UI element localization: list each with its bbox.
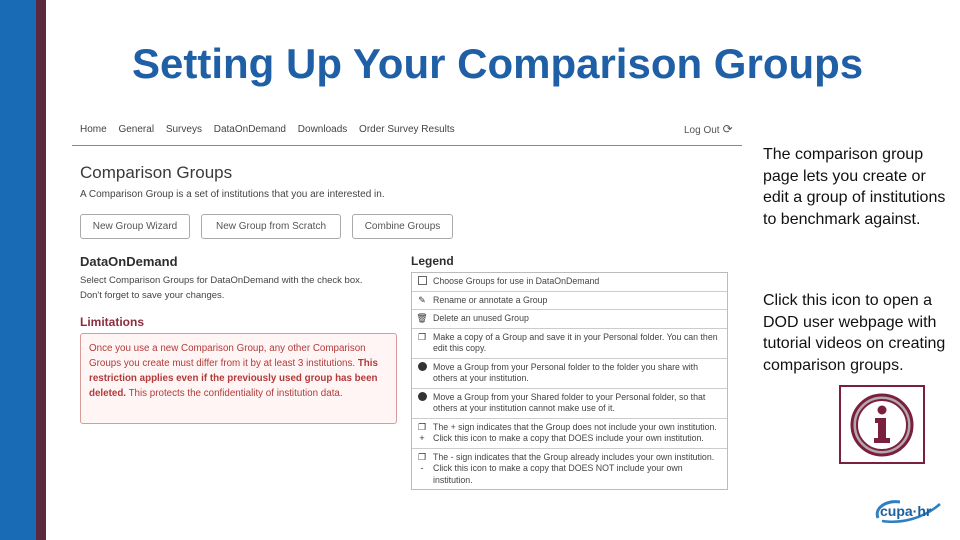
trash-icon: 🗑 [416, 313, 428, 323]
side-description: The comparison group page lets you create or edit a group of institutions to benchmark against. [763, 146, 946, 228]
limitations-text-bold: This restriction applies even if the previously used group has been deleted. [89, 358, 378, 399]
legend-row-text: Choose Groups for use in DataOnDemand [433, 276, 600, 286]
nav-item-dataondemand[interactable]: DataOnDemand [213, 124, 286, 135]
checkbox-icon [412, 273, 432, 291]
new-group-wizard-button[interactable]: New Group Wizard [80, 214, 190, 239]
logout-label: Log Out [684, 125, 720, 136]
legend-heading: Legend [411, 254, 454, 268]
copy-icon: ❐ [417, 331, 427, 342]
comparison-groups-intro: A Comparison Group is a set of institutions that you are interested in. [80, 189, 385, 200]
side-tutorial-note: Click this icon to open a DOD user webpage with tutorial videos on creating comparison groups. [763, 292, 946, 374]
legend-row-text: The - sign indicates that the Group already includes your own institution. Click this icon to make a copy that DOES NOT include your own institution. [433, 451, 715, 485]
logout-arrow-icon: ⟳ [722, 122, 733, 136]
legend-row [412, 292, 727, 311]
legend-row-text: Rename or annotate a Group [433, 294, 548, 305]
legend-row [412, 359, 727, 389]
nav-item-home[interactable]: Home [80, 124, 107, 135]
legend-row-text: Move a Group from your Shared folder to your Personal folder, so that others at your institution cannot make use of it. [433, 391, 706, 413]
cupa-hr-logo [872, 496, 944, 526]
legend-table [411, 272, 728, 490]
dataondemand-save-reminder: Don't forget to save your changes. [80, 290, 225, 301]
limitations-text-part2: This protects the confidentiality of institution data. [126, 388, 343, 399]
combine-groups-button[interactable]: Combine Groups [352, 214, 453, 239]
move-shared-icon [412, 359, 432, 388]
minus-sign: - [420, 462, 424, 473]
legend-row [412, 329, 727, 359]
svg-text:cupa·hr: cupa·hr [880, 503, 932, 519]
nav-item-order-survey-results[interactable]: Order Survey Results [359, 124, 455, 135]
nav-item-general[interactable]: General [118, 124, 155, 135]
logout-link[interactable] [684, 122, 733, 136]
legend-row-text: The + sign indicates that the Group does not include your own institution. Click this icon to make a copy that DOES include your own institution. [433, 421, 717, 443]
legend-row [412, 449, 727, 490]
nav-item-surveys[interactable]: Surveys [165, 124, 202, 135]
slide-title: Setting Up Your Comparison Groups [132, 40, 864, 87]
dataondemand-heading: DataOnDemand [80, 254, 178, 269]
comparison-groups-heading: Comparison Groups [80, 163, 233, 182]
legend-row-text: Make a copy of a Group and save it in your Personal folder. You can then edit this copy. [433, 331, 718, 353]
dataondemand-instruction: Select Comparison Groups for DataOnDemand with the check box. [80, 275, 363, 286]
limitations-alert [80, 333, 397, 424]
pencil-icon: ✎ [418, 294, 426, 305]
nav-item-downloads[interactable]: Downloads [297, 124, 348, 135]
legend-row-text: Move a Group from your Personal folder to the folder you share with others at your institution. [433, 361, 699, 383]
copy-plus-icon: ❐ + [417, 421, 427, 443]
plus-sign: + [419, 432, 425, 443]
legend-row-text: Delete an unused Group [433, 313, 529, 323]
nav-divider [72, 145, 742, 146]
legend-row [412, 310, 727, 329]
limitations-heading: Limitations [80, 315, 145, 329]
new-group-from-scratch-button[interactable]: New Group from Scratch [201, 214, 341, 239]
legend-row [412, 389, 727, 419]
left-accent-bar-blue [0, 0, 36, 540]
legend-row [412, 273, 727, 292]
legend-row [412, 419, 727, 449]
move-personal-icon [412, 389, 432, 418]
copy-minus-icon: ❐ - [417, 451, 427, 473]
limitations-text-part1: Once you use a new Comparison Group, any other Comparison Groups you create must differ from it by at least 3 institutions. [89, 343, 366, 369]
top-nav [80, 124, 464, 135]
left-accent-bar-maroon [36, 0, 46, 540]
info-icon[interactable] [839, 385, 925, 464]
embedded-screenshot [72, 118, 742, 518]
